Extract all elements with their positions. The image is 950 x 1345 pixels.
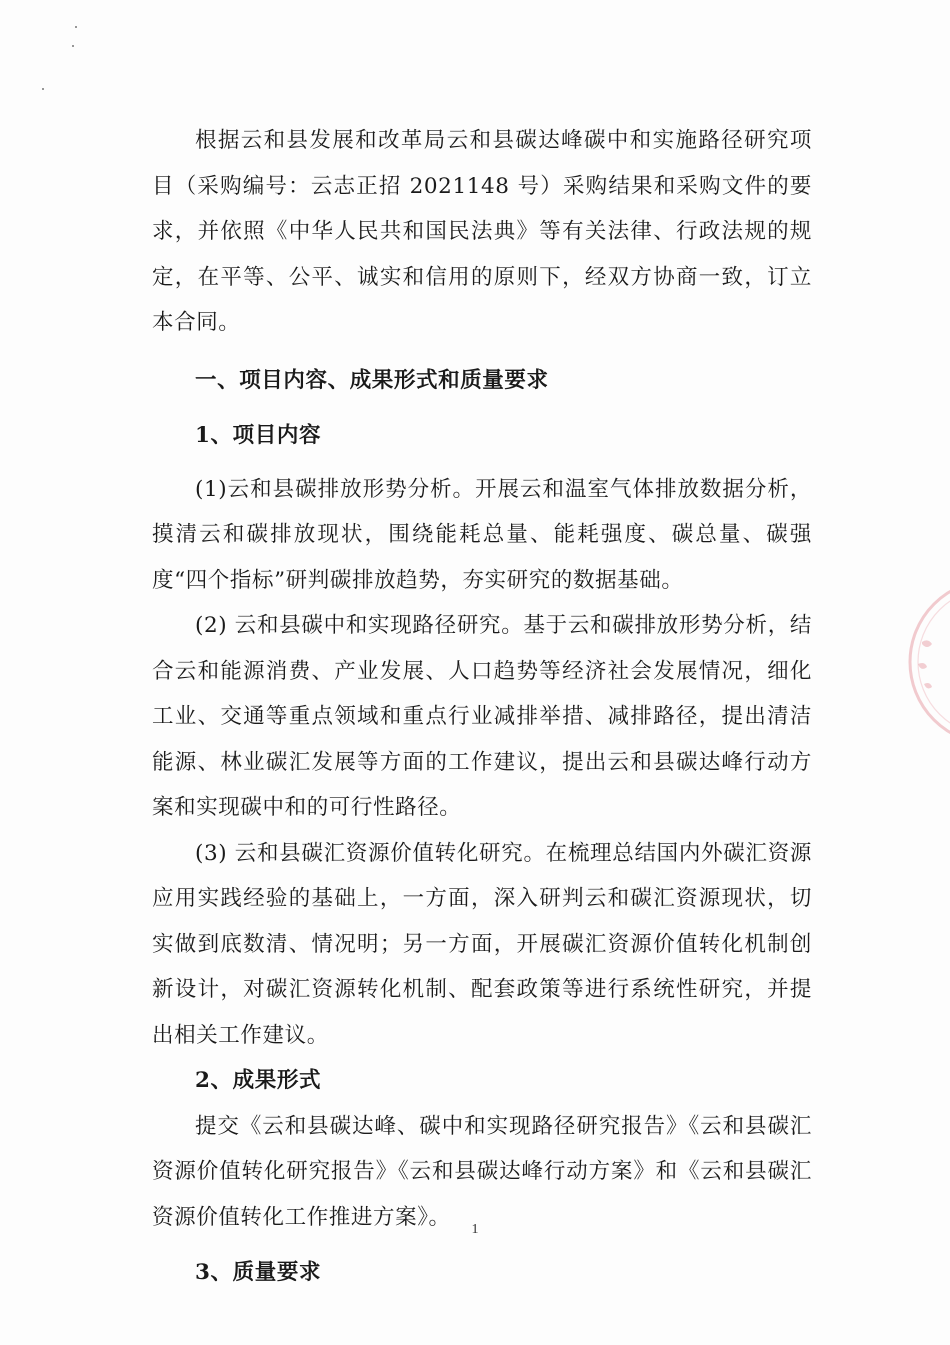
intro-paragraph: 根据云和县发展和改革局云和县碳达峰碳中和实施路径研究项目（采购编号：云志正招 2021148 号）采购结果和采购文件的要求，并依照《中华人民共和国民法典》等有关法律、行政法规的规定，在平等、公平、诚实和信用的原则下，经双方协商一致，订立本合同。: [152, 128, 812, 335]
page-number: 1: [471, 1222, 479, 1237]
subheading-deliverables: 2、成果形式: [195, 1068, 322, 1093]
scan-speck: [75, 26, 77, 28]
paragraph-item-3: (3) 云和县碳汇资源价值转化研究。在梳理总结国内外碳汇资源应用实践经验的基础上，一方面，深入研判云和碳汇资源现状，切实做到底数清、情况明；另一方面，开展碳汇资源价值转化机制创新设计，对碳汇资源转化机制、配套政策等进行系统性研究，并提出相关工作建议。: [152, 840, 812, 1048]
scan-speck: [72, 45, 74, 47]
paragraph-item-1: (1)云和县碳排放形势分析。开展云和温室气体排放数据分析，摸清云和碳排放现状，围绕能耗总量、能耗强度、碳总量、碳强度“四个指标”研判碳排放趋势，夯实研究的数据基础。: [152, 476, 812, 593]
subheading-project-content: 1、项目内容: [195, 423, 322, 448]
subheading-quality-requirements: 3、质量要求: [195, 1260, 322, 1285]
red-seal-stamp-fragment: [900, 572, 950, 752]
paragraph-item-2: (2) 云和县碳中和实现路径研究。基于云和碳排放形势分析，结合云和能源消费、产业发展、人口趋势等经济社会发展情况，细化工业、交通等重点领域和重点行业减排举措、减排路径，提出清洁能源、林业碳汇发展等方面的工作建议，提出云和县碳达峰行动方案和实现碳中和的可行性路径。: [152, 613, 812, 820]
section-heading-1: 一、项目内容、成果形式和质量要求: [195, 367, 549, 393]
scan-speck: [42, 88, 44, 90]
paragraph-deliverables: 提交《云和县碳达峰、碳中和实现路径研究报告》《云和县碳汇资源价值转化研究报告》《云和县碳达峰行动方案》和《云和县碳汇资源价值转化工作推进方案》。: [152, 1113, 812, 1230]
document-body: [152, 118, 812, 1296]
